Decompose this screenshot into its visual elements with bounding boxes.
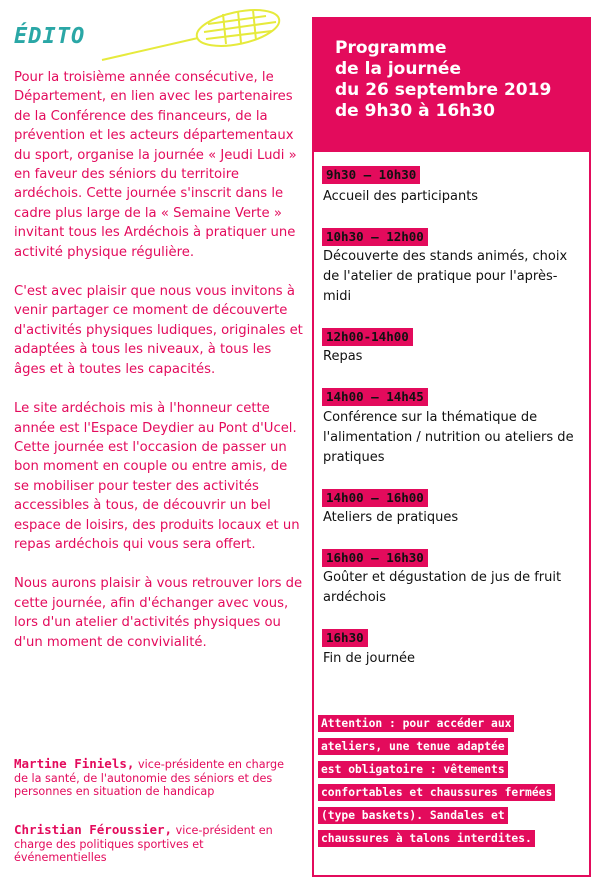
signatory-2 <box>14 823 294 865</box>
schedule-time-7: 16h30 <box>322 629 368 647</box>
edito-paragraph-2: C'est avec plaisir que nous vous invitons à venir partager ce moment de découverte d'activités physiques ludiques, originales et adaptées à tous les niveaux, à tous les âges et à toutes les capacités. <box>14 284 303 377</box>
edito-paragraph-3: Le site ardéchois mis à l'honneur cette année est l'Espace Deydier au Pont d'Ucel. Cette journée est l'occasion de passer un bon moment en couple ou entre amis, de se mobiliser pour tester des activités accessibles à tous, de découvrir un bel espace de loisirs, des produits locaux et un repas ardéchois qui vous sera offert. <box>14 401 300 552</box>
signatory-2-role: vice-président en charge des politiques sportives et événementielles <box>14 824 273 865</box>
programme-title-line-1: Programme <box>335 38 447 58</box>
edito-text <box>14 68 304 672</box>
programme-title-line-4: de 9h30 à 16h30 <box>335 101 495 121</box>
schedule-desc-4: Conférence sur la thématique de l'alimentation / nutrition ou ateliers de pratiques <box>323 410 574 465</box>
attention-line-3: est obligatoire : vêtements <box>318 761 508 778</box>
schedule-time-2: 10h30 – 12h00 <box>322 228 428 246</box>
signatory-2-name: Christian Féroussier, <box>14 822 173 837</box>
schedule-time-1: 9h30 – 10h30 <box>322 166 420 184</box>
attention-notice <box>318 712 586 850</box>
schedule-desc-2: Découverte des stands animés, choix de l'atelier de pratique pour l'après-midi <box>323 249 568 304</box>
schedule-time-3: 12h00-14h00 <box>322 328 413 346</box>
schedule-desc-3: Repas <box>323 349 363 364</box>
signatory-1-name: Martine Finiels, <box>14 756 135 771</box>
badminton-racket-icon <box>98 6 288 66</box>
edito-paragraph-1: Pour la troisième année consécutive, le Département, en lien avec les partenaires de la Conférence des financeurs, de la prévention et les acteurs départementaux du sport, organise la journée « Jeudi Ludi » en faveur des séniors du territoire ardéchois. Cette journée s'inscrit dans le cadre plus large de la « Semaine Verte » invitant tous les Ardéchois à pratiquer une activité physique régulière. <box>14 70 297 260</box>
schedule-desc-5: Ateliers de pratiques <box>323 510 459 525</box>
schedule-desc-7: Fin de journée <box>323 651 416 666</box>
schedule-time-5: 14h00 – 16h00 <box>322 489 428 507</box>
programme-title <box>335 38 551 122</box>
signatory-1-role: vice-présidente en charge de la santé, de l'autonomie des séniors et des personnes en situation de handicap <box>14 758 284 799</box>
schedule-desc-6: Goûter et dégustation de jus de fruit ardéchois <box>323 570 562 605</box>
attention-line-4: confortables et chaussures fermées <box>318 784 555 801</box>
programme-title-line-3: du 26 septembre 2019 <box>335 80 552 100</box>
attention-line-6: chaussures à talons interdites. <box>318 830 535 847</box>
attention-line-2: ateliers, une tenue adaptée <box>318 738 508 755</box>
schedule-desc-1: Accueil des participants <box>323 189 479 204</box>
edito-paragraph-4: Nous aurons plaisir à vous retrouver lors de cette journée, afin d'échanger avec vous, lors d'un atelier d'activités physiques ou d'un moment de convivialité. <box>14 576 303 650</box>
programme-title-line-2: de la journée <box>335 59 461 79</box>
schedule-time-6: 16h00 – 16h30 <box>322 549 428 567</box>
attention-line-1: Attention : pour accéder aux <box>318 715 514 732</box>
attention-line-5: (type baskets). Sandales et <box>318 807 508 824</box>
schedule-time-4: 14h00 – 14h45 <box>322 388 428 406</box>
edito-title: ÉDITO <box>14 24 86 49</box>
signatory-1 <box>14 757 294 799</box>
